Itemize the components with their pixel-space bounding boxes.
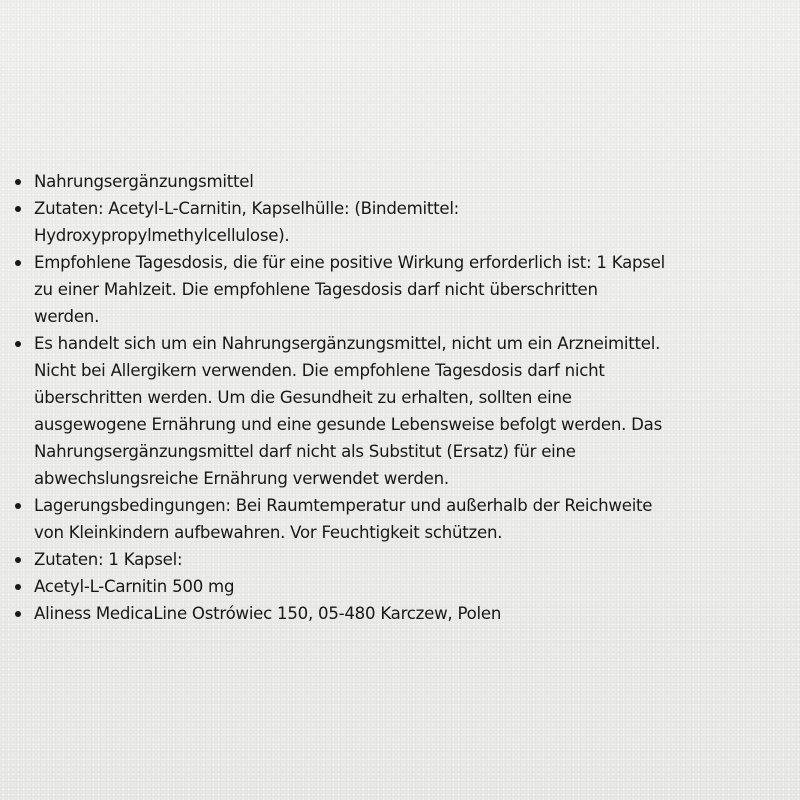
list-item-text: Zutaten: Acetyl-L-Carnitin, Kapselhülle: (Bindemittel: [34, 199, 460, 218]
list-item-text: Lagerungsbedingungen: Bei Raumtemperatur und außerhalb der Reichweite [34, 496, 653, 515]
bullet-dot-icon [15, 341, 21, 347]
list-item-text: Nicht bei Allergikern verwenden. Die empfohlene Tagesdosis darf nicht [34, 361, 605, 380]
list-item-product-type [14, 168, 800, 195]
list-item-text: Nahrungsergänzungsmittel darf nicht als Substitut (Ersatz) für eine [34, 442, 576, 461]
bullet-dot-icon [15, 557, 21, 563]
bullet-dot-icon [15, 584, 21, 590]
list-item-text: Empfohlene Tagesdosis, die für eine positive Wirkung erforderlich ist: 1 Kapsel [34, 253, 665, 272]
info-bullet-list [14, 168, 800, 627]
bullet-dot-icon [15, 503, 21, 509]
bullet-dot-icon [15, 206, 21, 212]
list-item-text: ausgewogene Ernährung und eine gesunde Lebensweise befolgt werden. Das [34, 415, 662, 434]
list-item-text: Aliness MedicaLine Ostrówiec 150, 05-480 Karczew, Polen [34, 604, 502, 623]
list-item-per-capsule [14, 546, 800, 573]
list-item-text: abwechslungsreiche Ernährung verwendet werden. [34, 469, 449, 488]
list-item-text: von Kleinkindern aufbewahren. Vor Feuchtigkeit schützen. [34, 523, 503, 542]
list-item-storage [14, 492, 800, 546]
list-item-daily-dose [14, 249, 800, 330]
list-item-text: Zutaten: 1 Kapsel: [34, 550, 183, 569]
list-item-text: Nahrungsergänzungsmittel [34, 172, 254, 191]
bullet-dot-icon [15, 260, 21, 266]
list-item-active-ingredient [14, 573, 800, 600]
bullet-dot-icon [15, 611, 21, 617]
list-item-text: überschritten werden. Um die Gesundheit zu erhalten, sollten eine [34, 388, 572, 407]
bullet-dot-icon [15, 179, 21, 185]
list-item-text: Hydroxypropylmethylcellulose). [34, 226, 290, 245]
product-info-document [14, 168, 800, 627]
list-item-text: Acetyl-L-Carnitin 500 mg [34, 577, 235, 596]
list-item-manufacturer [14, 600, 800, 627]
list-item-ingredients [14, 195, 800, 249]
list-item-text: zu einer Mahlzeit. Die empfohlene Tagesdosis darf nicht überschritten [34, 280, 598, 299]
list-item-warnings [14, 330, 800, 492]
list-item-text: werden. [34, 307, 100, 326]
list-item-text: Es handelt sich um ein Nahrungsergänzungsmittel, nicht um ein Arzneimittel. [34, 334, 661, 353]
